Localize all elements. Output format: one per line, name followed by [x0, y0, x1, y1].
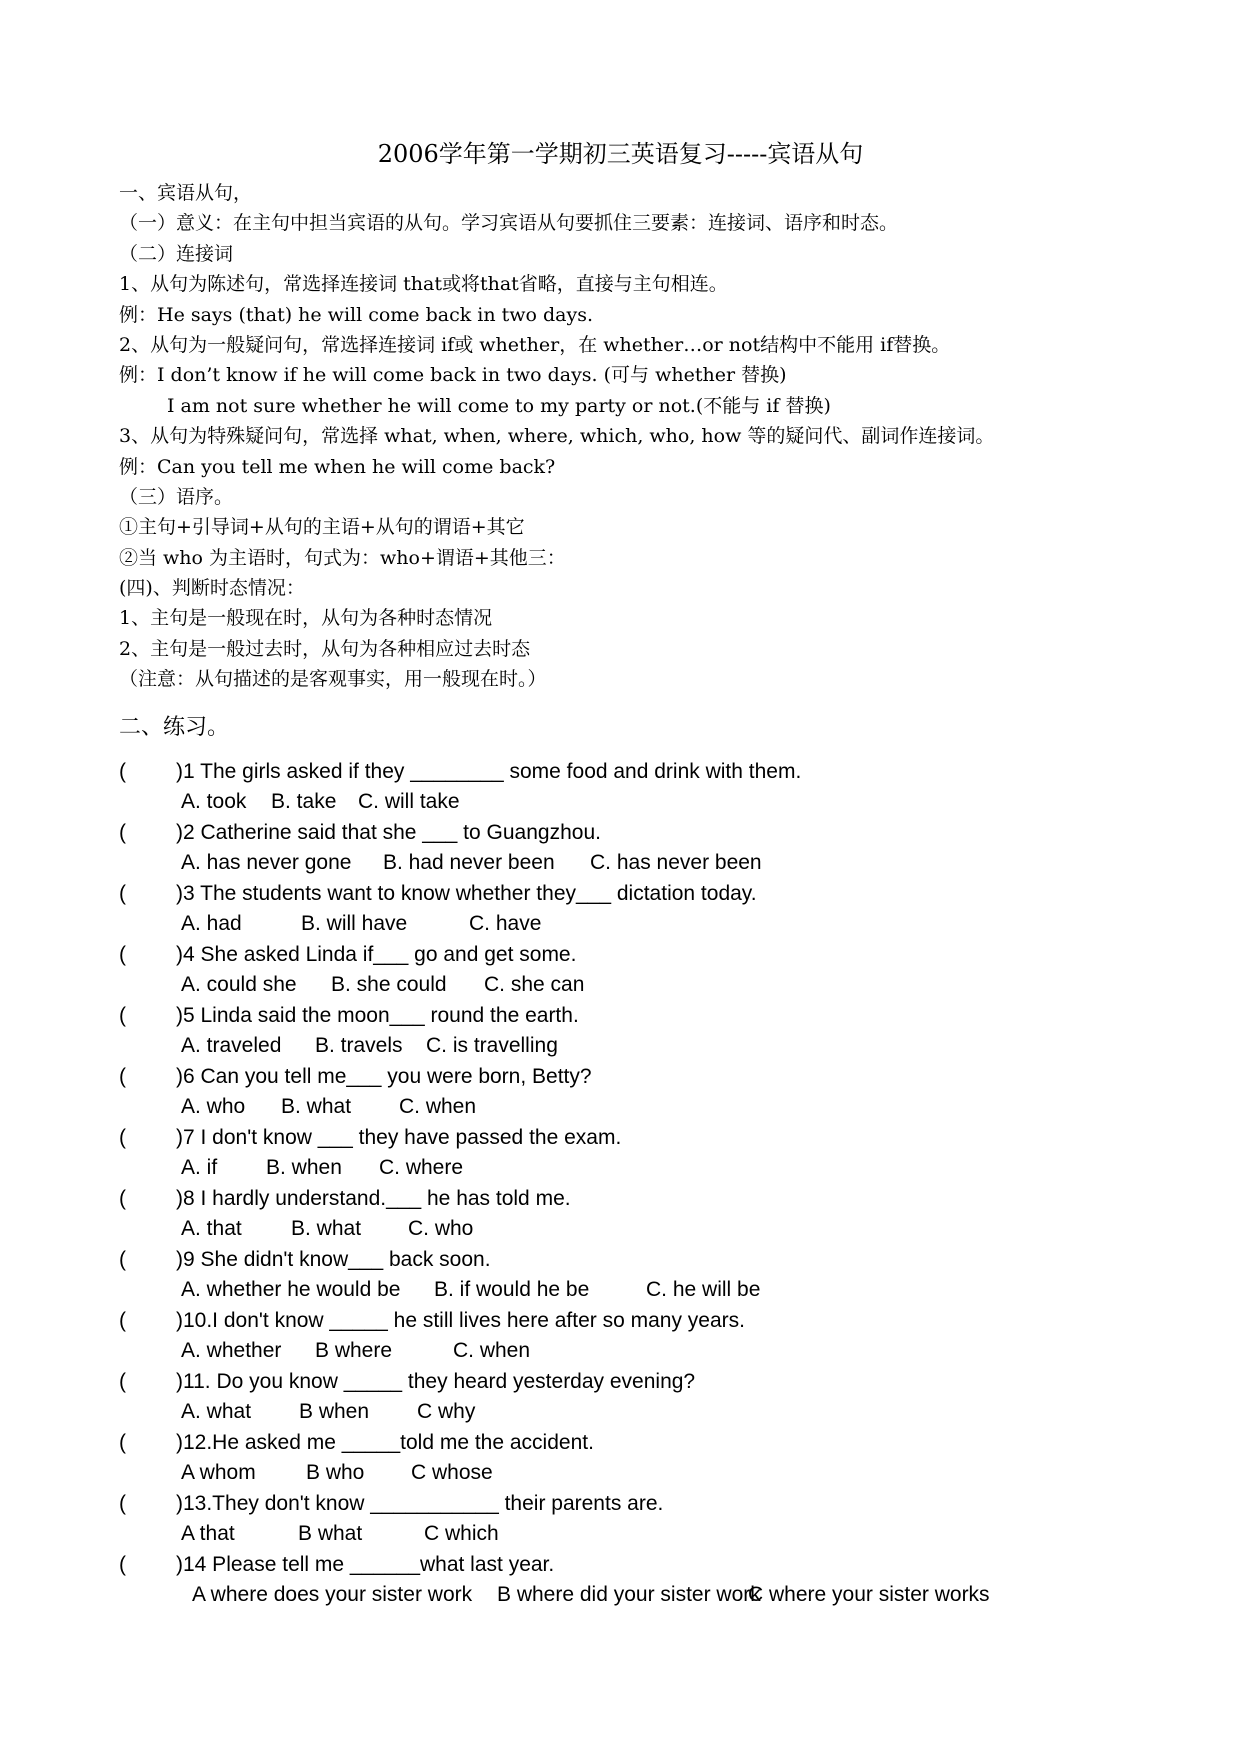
answer-blank: ( [119, 1309, 126, 1332]
answer-option: A. traveled [181, 1034, 282, 1057]
exercises-heading: 二、练习。 [119, 715, 230, 740]
question-text: )8 I hardly understand.___ he has told me. [176, 1187, 571, 1210]
answer-option: B. she could [331, 973, 447, 996]
notes-line: 2、主句是一般过去时，从句为各种相应过去时态 [119, 637, 531, 660]
answer-blank: ( [119, 1187, 126, 1210]
question-text: )3 The students want to know whether they___ dictation today. [176, 882, 757, 905]
answer-option: C. where [379, 1156, 464, 1179]
answer-blank: ( [119, 1065, 126, 1088]
notes-line: ①主句+引导词+从句的主语+从句的谓语+其它 [119, 516, 525, 539]
answer-option: B. what [291, 1217, 362, 1240]
answer-option: B where did your sister work [497, 1583, 761, 1606]
answer-blank: ( [119, 1248, 126, 1271]
question-text: )12.He asked me _____told me the accident. [176, 1431, 594, 1454]
answer-option: B what [298, 1522, 363, 1545]
notes-line: （注意：从句描述的是客观事实，用一般现在时。） [119, 668, 547, 691]
notes-line: 2、从句为一般疑问句，常选择连接词 if或 whether，在 whether…or not结构中不能用 if替换。 [119, 333, 951, 356]
answer-option: C. will take [358, 790, 460, 813]
answer-option: C which [424, 1522, 499, 1545]
answer-option: C. when [453, 1339, 531, 1362]
answer-option: C. she can [484, 973, 585, 996]
notes-line: 1、从句为陈述句，常选择连接词 that或将that省略，直接与主句相连。 [119, 273, 728, 296]
answer-option: C. when [399, 1095, 477, 1118]
question-text: )7 I don't know ___ they have passed the exam. [176, 1126, 622, 1149]
notes-line: （三）语序。 [119, 485, 234, 508]
answer-option: C whose [411, 1461, 493, 1484]
answer-option: B. travels [315, 1034, 403, 1057]
answer-option: A. if [181, 1156, 218, 1179]
answer-option: A. could she [181, 973, 297, 996]
answer-option: B. when [266, 1156, 342, 1179]
answer-blank: ( [119, 1004, 126, 1027]
notes-line: （二）连接词 [119, 242, 234, 265]
answer-option: C. is travelling [426, 1034, 558, 1057]
answer-option: C. has never been [590, 851, 762, 874]
answer-option: C where your sister works [748, 1583, 990, 1606]
notes-line: 1、主句是一般现在时，从句为各种时态情况 [119, 607, 493, 630]
answer-option: B. what [281, 1095, 352, 1118]
question-text: )4 She asked Linda if___ go and get some. [176, 943, 577, 966]
notes-line: I am not sure whether he will come to my party or not.(不能与 if 替换) [167, 394, 831, 417]
answer-option: B. had never been [383, 851, 555, 874]
answer-option: B. will have [301, 912, 408, 935]
question-text: )6 Can you tell me___ you were born, Betty? [176, 1065, 592, 1088]
answer-option: A. took [181, 790, 247, 813]
answer-option: B when [299, 1400, 370, 1423]
question-text: )2 Catherine said that she ___ to Guangzhou. [176, 821, 601, 844]
question-text: )9 She didn't know___ back soon. [176, 1248, 491, 1271]
answer-option: C. have [469, 912, 542, 935]
answer-blank: ( [119, 1553, 126, 1576]
answer-blank: ( [119, 1431, 126, 1454]
answer-option: A. whether [181, 1339, 282, 1362]
answer-blank: ( [119, 1126, 126, 1149]
answer-option: B where [315, 1339, 393, 1362]
question-text: )5 Linda said the moon___ round the earth. [176, 1004, 579, 1027]
answer-option: C. who [408, 1217, 474, 1240]
question-text: )10.I don't know _____ he still lives here after so many years. [176, 1309, 745, 1332]
notes-line: ②当 who 为主语时，句式为：who+谓语+其他三： [119, 546, 566, 569]
answer-option: B. if would he be [434, 1278, 590, 1301]
notes-line: 一、宾语从句， [119, 182, 253, 204]
notes-line: （一）意义：在主句中担当宾语的从句。学习宾语从句要抓住三要素：连接词、语序和时态。 [119, 212, 899, 235]
answer-option: B who [306, 1461, 365, 1484]
notes-line: 3、从句为特殊疑问句，常选择 what, when, where, which, who, how 等的疑问代、副词作连接词。 [119, 425, 995, 448]
notes-line: 例：He says (that) he will come back in two days. [119, 303, 594, 326]
answer-option: A where does your sister work [192, 1583, 473, 1606]
grammar-notes [119, 178, 994, 695]
question-text: )13.They don't know ___________ their parents are. [176, 1492, 664, 1515]
page-title: 2006学年第一学期初三英语复习-----宾语从句 [377, 140, 864, 168]
question-text: )11. Do you know _____ they heard yesterday evening? [176, 1370, 696, 1393]
answer-blank: ( [119, 760, 126, 783]
notes-line: 例：I don’t know if he will come back in two days. (可与 whether 替换) [119, 364, 787, 387]
answer-option: A whom [181, 1461, 256, 1484]
answer-option: B. take [271, 790, 337, 813]
answer-blank: ( [119, 1370, 126, 1393]
answer-option: A. who [181, 1095, 246, 1118]
answer-option: A. had [181, 912, 242, 935]
answer-blank: ( [119, 1492, 126, 1515]
answer-option: A. has never gone [181, 851, 352, 874]
answer-option: A. that [181, 1217, 242, 1240]
answer-option: C why [417, 1400, 476, 1423]
question-text: )14 Please tell me ______what last year. [176, 1553, 555, 1576]
answer-option: A. whether he would be [181, 1278, 401, 1301]
notes-line: 例：Can you tell me when he will come back? [119, 455, 556, 478]
notes-line: (四)、判断时态情况： [119, 577, 305, 600]
answer-blank: ( [119, 943, 126, 966]
question-text: )1 The girls asked if they ________ some food and drink with them. [176, 760, 802, 783]
answer-blank: ( [119, 821, 126, 844]
answer-option: A that [181, 1522, 235, 1545]
answer-blank: ( [119, 882, 126, 905]
answer-option: C. he will be [646, 1278, 761, 1301]
answer-option: A. what [181, 1400, 252, 1423]
